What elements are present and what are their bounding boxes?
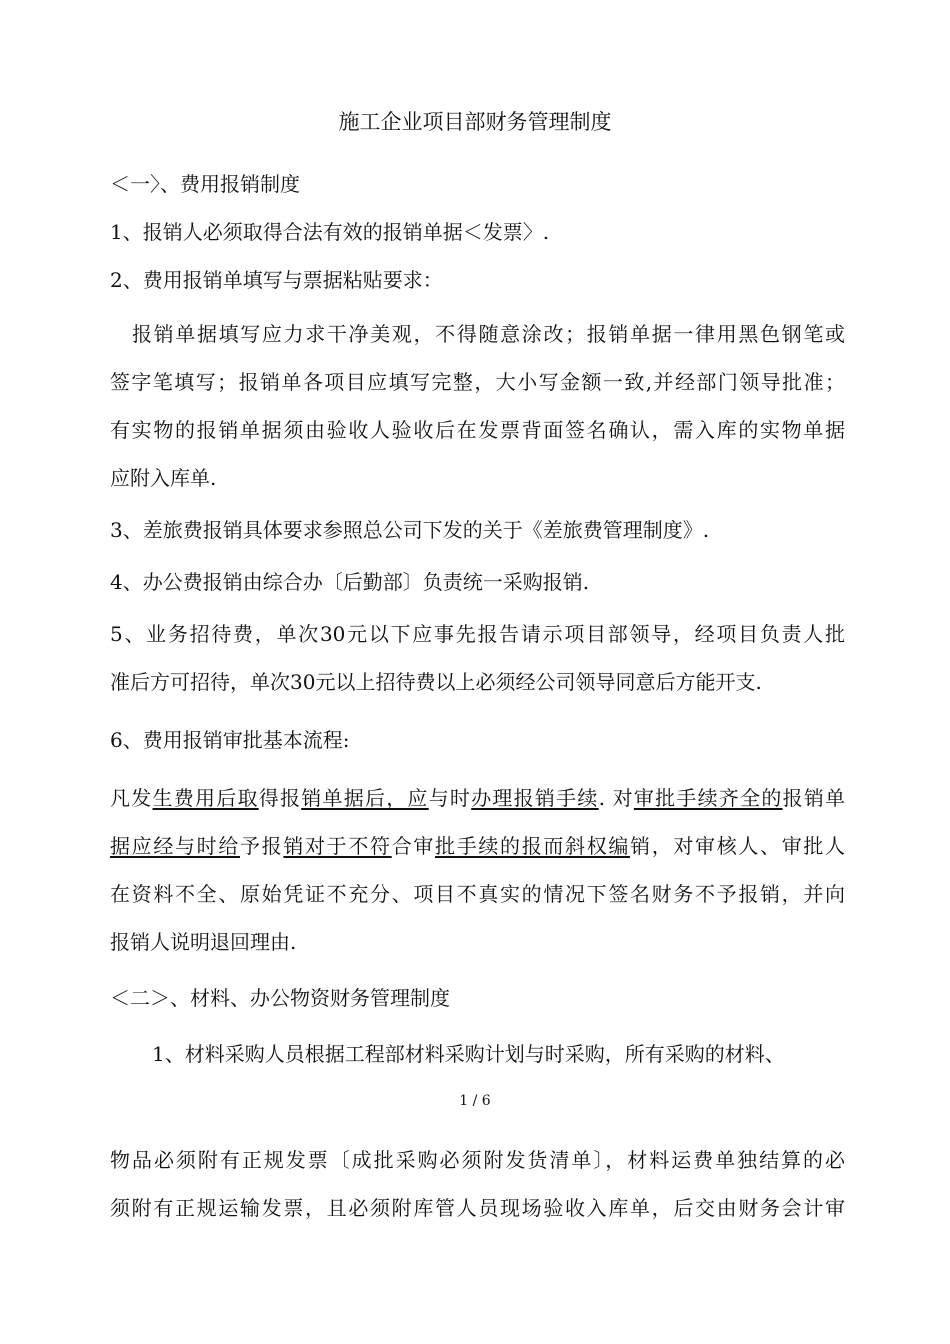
clause-4: 4、办公费报销由综合办〔后勤部〕负责统一采购报销. [110, 570, 590, 594]
flow-line: 报销人说明退回理由. [110, 930, 297, 954]
paragraph-line: 签字笔填写；报销单各项目应填写完整，大小写金额一致,并经部门领导批准； [110, 370, 845, 394]
flow-text-underlined: 批手续的报而斜权编 [435, 834, 631, 858]
clause-1: 1、报销人必须取得合法有效的报销单据＜发票〉. [110, 220, 550, 244]
flow-text-underlined: 销单据后，应 [301, 786, 429, 810]
clause-2: 2、费用报销单填写与票据粘贴要求： [110, 268, 443, 292]
flow-text-underlined: 生费用后取 [152, 786, 259, 810]
flow-text: 与时 [428, 786, 472, 810]
flow-text-underlined: 审批手续齐全的 [633, 786, 783, 810]
clause-6: 6、费用报销审批基本流程: [110, 728, 350, 752]
flow-text: 报销单 [782, 786, 846, 810]
section-heading-2: ＜二＞、材料、办公物资财务管理制度 [110, 986, 450, 1010]
paragraph-line: 报销单据填写应力求干净美观，不得随意涂改；报销单据一律用黑色钢笔或 [132, 322, 845, 346]
flow-text-underlined: 销对于不符 [283, 834, 392, 858]
clause-5-line: 准后方可招待，单次30元以上招待费以上必须经公司领导同意后方能开支. [110, 670, 762, 694]
flow-text: 凡发 [110, 786, 153, 810]
flow-text: 合审 [391, 834, 436, 858]
clause-3: 3、差旅费报销具体要求参照总公司下发的关于《差旅费管理制度》. [110, 518, 710, 542]
paragraph-line: 应附入库单. [110, 466, 217, 490]
flow-line: 在资料不全、原始凭证不充分、项目不真实的情况下签名财务不予报销，并向 [110, 882, 845, 906]
flow-text-underlined: 据应经与时给 [110, 834, 240, 858]
next-page-line: 物品必须附有正规发票〔成批采购必须附发货清单〕，材料运费单独结算的必 [110, 1148, 845, 1172]
flow-text-underlined: 办理报销手续 [471, 786, 599, 810]
document-title: 施工企业项目部财务管理制度 [338, 110, 612, 134]
section-2-clause-1: 1、材料采购人员根据工程部材料采购计划与时采购，所有采购的材料、 [152, 1042, 785, 1066]
flow-line [110, 784, 845, 812]
next-page-line: 须附有正规运输发票，且必须附库管人员现场验收入库单，后交由财务会计审 [110, 1196, 845, 1220]
flow-line [110, 832, 845, 860]
flow-text: 销，对审核人、审批人 [630, 834, 846, 858]
paragraph-line: 有实物的报销单据须由验收人验收后在发票背面签名确认，需入库的实物单据 [110, 418, 845, 442]
flow-text: 予报 [240, 834, 284, 858]
section-heading-1: ＜一〉、费用报销制度 [110, 172, 300, 196]
page-number: 1 / 6 [459, 1093, 491, 1109]
clause-5-line: 5、业务招待费，单次30元以下应事先报告请示项目部领导，经项目负责人批 [110, 622, 845, 646]
flow-text: 得报 [258, 786, 302, 810]
flow-text: . 对 [598, 786, 634, 810]
